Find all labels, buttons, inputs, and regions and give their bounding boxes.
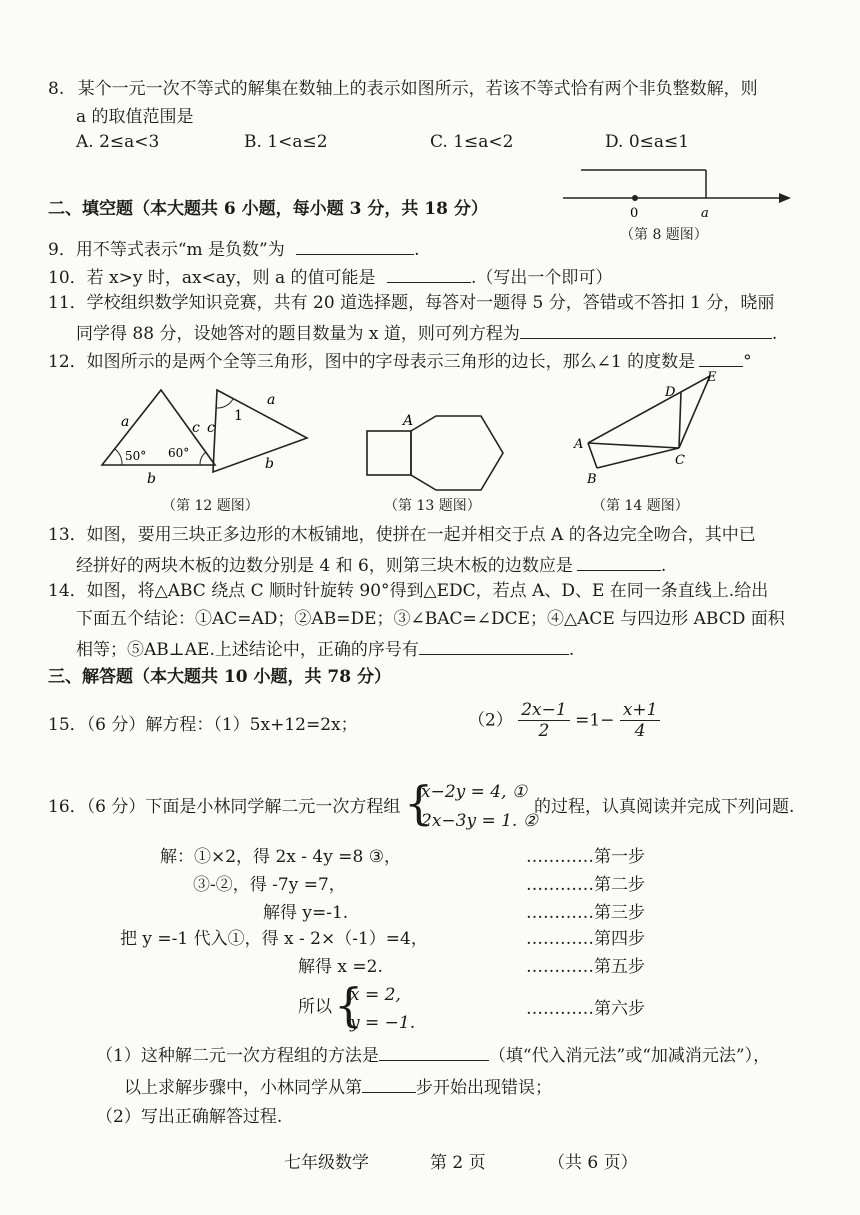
q13-line2 [76,552,666,577]
fig14-rotation-figure [565,368,735,488]
q16-step6-label: …………第六步 [526,999,645,1019]
q16-tail: 的过程，认真阅读并完成下列问题. [534,797,795,817]
fig12-label-c2: c [207,420,215,436]
q15-equals: =1− [575,710,615,731]
q8-number-line-figure [555,160,795,222]
q14-line3 [76,636,574,661]
q16-final-y: y = −1. [350,1013,416,1033]
q13-answer-blank[interactable] [577,552,661,571]
q8-option-d: D. 0≤a≤1 [605,132,690,152]
footer-total: （共 6 页） [548,1153,638,1173]
q16-sub1-line1 [96,1042,770,1067]
q11-end: . [771,324,778,344]
fig12-angle-60: 60° [168,446,190,460]
fig13-square-hexagon [355,410,515,492]
q15-part2-label: （2） [468,710,513,731]
q16-sub1-step-end: 步开始出现错误； [416,1078,552,1098]
q16-step1: 解：①×2，得 2x - 4y =8 ③， [160,847,401,867]
fig12-label-b2: b [265,456,274,472]
q16-sub1-line2 [124,1074,552,1099]
fig12-angle-50: 50° [125,449,147,463]
q16-head: 16．（6 分）下面是小林同学解二元一次方程组 [48,797,401,817]
q16-step5: 解得 x =2. [298,957,383,977]
q16-sub1-text: （1）这种解二元一次方程组的方法是 [96,1046,379,1066]
number-line-zero-label: 0 [630,206,639,221]
q11-line1: 11．学校组织数学知识竞赛，共有 20 道选择题，每答对一题得 5 分，答错或不答扣 1 分，晓丽 [48,293,775,313]
q14-end: . [568,640,575,660]
fig12-angle-1: 1 [234,408,243,424]
q11-answer-blank[interactable] [520,320,772,339]
q14-line2: 下面五个结论：①AC=AD；②AB=DE；③∠BAC=∠DCE；④△ACE 与四边形 ABCD 面积 [76,609,785,629]
q16-step5-label: …………第五步 [526,957,645,977]
q13-line1: 13．如图，要用三块正多边形的木板铺地，使拼在一起并相交于点 A 的各边完全吻合，其中已 [48,525,756,545]
footer-page: 第 2 页 [430,1153,486,1173]
q16-step3: 解得 y=-1. [263,903,349,923]
q9-text: 9．用不等式表示“m 是负数”为 [48,240,285,260]
q13-end: . [660,556,667,576]
q16-step-blank[interactable] [362,1074,416,1093]
fig13-label-a: A [403,413,414,429]
q12-end: ° [743,352,752,372]
q15-part2 [468,700,660,750]
q8-line1 [48,78,758,100]
q16-method-blank[interactable] [379,1042,489,1061]
q16-sub2: （2）写出正确解答过程. [96,1107,283,1127]
q15-numerator-right: x+1 [620,700,661,721]
q16-step4: 把 y =-1 代入①，得 x - 2×（-1）=4， [120,929,428,949]
q8-number: 8. [48,79,65,99]
q16-system-brace: { [404,776,434,830]
q12-text: 12．如图所示的是两个全等三角形，图中的字母表示三角形的边长，那么∠1 的度数是 [48,352,696,372]
q10-end: .（写出一个即可） [470,268,613,288]
q16-step1-label: …………第一步 [526,847,645,867]
q16-final-x: x = 2, [350,985,401,1005]
q16-step2: ③-②，得 -7y =7， [193,875,346,895]
q16-sub1-hint: （填“代入消元法”或“加减消元法”）， [488,1046,771,1066]
q10 [48,264,612,289]
fig14-label-e: E [707,370,717,385]
q15-denominator-right: 4 [634,721,646,741]
q16-step3-label: …………第三步 [526,903,645,923]
q13-text: 经拼好的两块木板的边数分别是 4 和 6，则第三块木板的边数应是 [76,556,573,576]
q14-line1: 14．如图，将△ABC 绕点 C 顺时针旋转 90°得到△EDC，若点 A、D、E 在同一条直线上.给出 [48,581,769,601]
q16-sub1-step-text: 以上求解步骤中，小林同学从第 [124,1078,362,1098]
q8-option-a: A. 2≤a<3 [76,132,160,152]
fig13-caption: （第 13 题图） [384,498,481,514]
q16-step2-label: …………第二步 [526,875,645,895]
q16-eq2: 2x−3y = 1. ② [421,811,538,831]
q8-line2: a 的取值范围是 [76,107,194,127]
section3-title: 三、解答题（本大题共 10 小题，共 78 分） [48,667,391,687]
fig12-label-c1: c [192,420,200,436]
q15-fraction-left [518,700,569,741]
fig12-label-b1: b [147,471,156,487]
section2-title: 二、填空题（本大题共 6 小题，每小题 3 分，共 18 分） [48,199,488,219]
q10-answer-blank[interactable] [387,264,471,283]
fig12-congruent-triangles [95,380,325,490]
q9 [48,236,420,261]
fig14-label-b: B [587,472,597,487]
q8-option-b: B. 1<a≤2 [244,132,328,152]
q16-final-prefix: 所以 [298,997,332,1017]
q12-answer-blank[interactable] [699,348,743,367]
q16-eq1: x−2y = 4, ① [421,782,528,802]
q15-numerator-left: 2x−1 [518,700,569,721]
q14-text: 相等；⑤AB⊥AE.上述结论中，正确的序号有 [76,640,419,660]
q10-text: 10．若 x>y 时，ax<ay，则 a 的值可能是 [48,268,376,288]
q14-answer-blank[interactable] [419,636,569,655]
number-line-a-label: a [701,206,709,221]
fig14-label-a: A [574,437,584,452]
fig14-caption: （第 14 题图） [592,498,689,514]
fig12-label-a2: a [267,392,276,408]
fig12-label-a1: a [121,414,130,430]
fig14-label-c: C [675,453,685,468]
fig12-caption: （第 12 题图） [162,498,259,514]
q15-fraction-right [620,700,661,741]
q11-line2 [76,320,777,345]
footer-subject: 七年级数学 [284,1153,369,1173]
q16-step4-label: …………第四步 [526,929,645,949]
q8-figure-caption: （第 8 题图） [620,227,708,243]
q8-stem: 某个一元一次不等式的解集在数轴上的表示如图所示，若该不等式恰有两个非负整数解，则 [77,79,758,99]
q8-option-c: C. 1≤a<2 [430,132,514,152]
fig14-label-d: D [665,385,676,400]
q16-final-brace: { [334,978,364,1032]
q15-denominator-left: 2 [538,721,550,741]
q9-answer-blank[interactable] [296,236,414,255]
q11-text: 同学得 88 分，设她答对的题目数量为 x 道，则可列方程为 [76,324,520,344]
q9-end: . [414,240,420,260]
q15-head: 15．（6 分）解方程：（1）5x+12=2x； [48,715,358,735]
